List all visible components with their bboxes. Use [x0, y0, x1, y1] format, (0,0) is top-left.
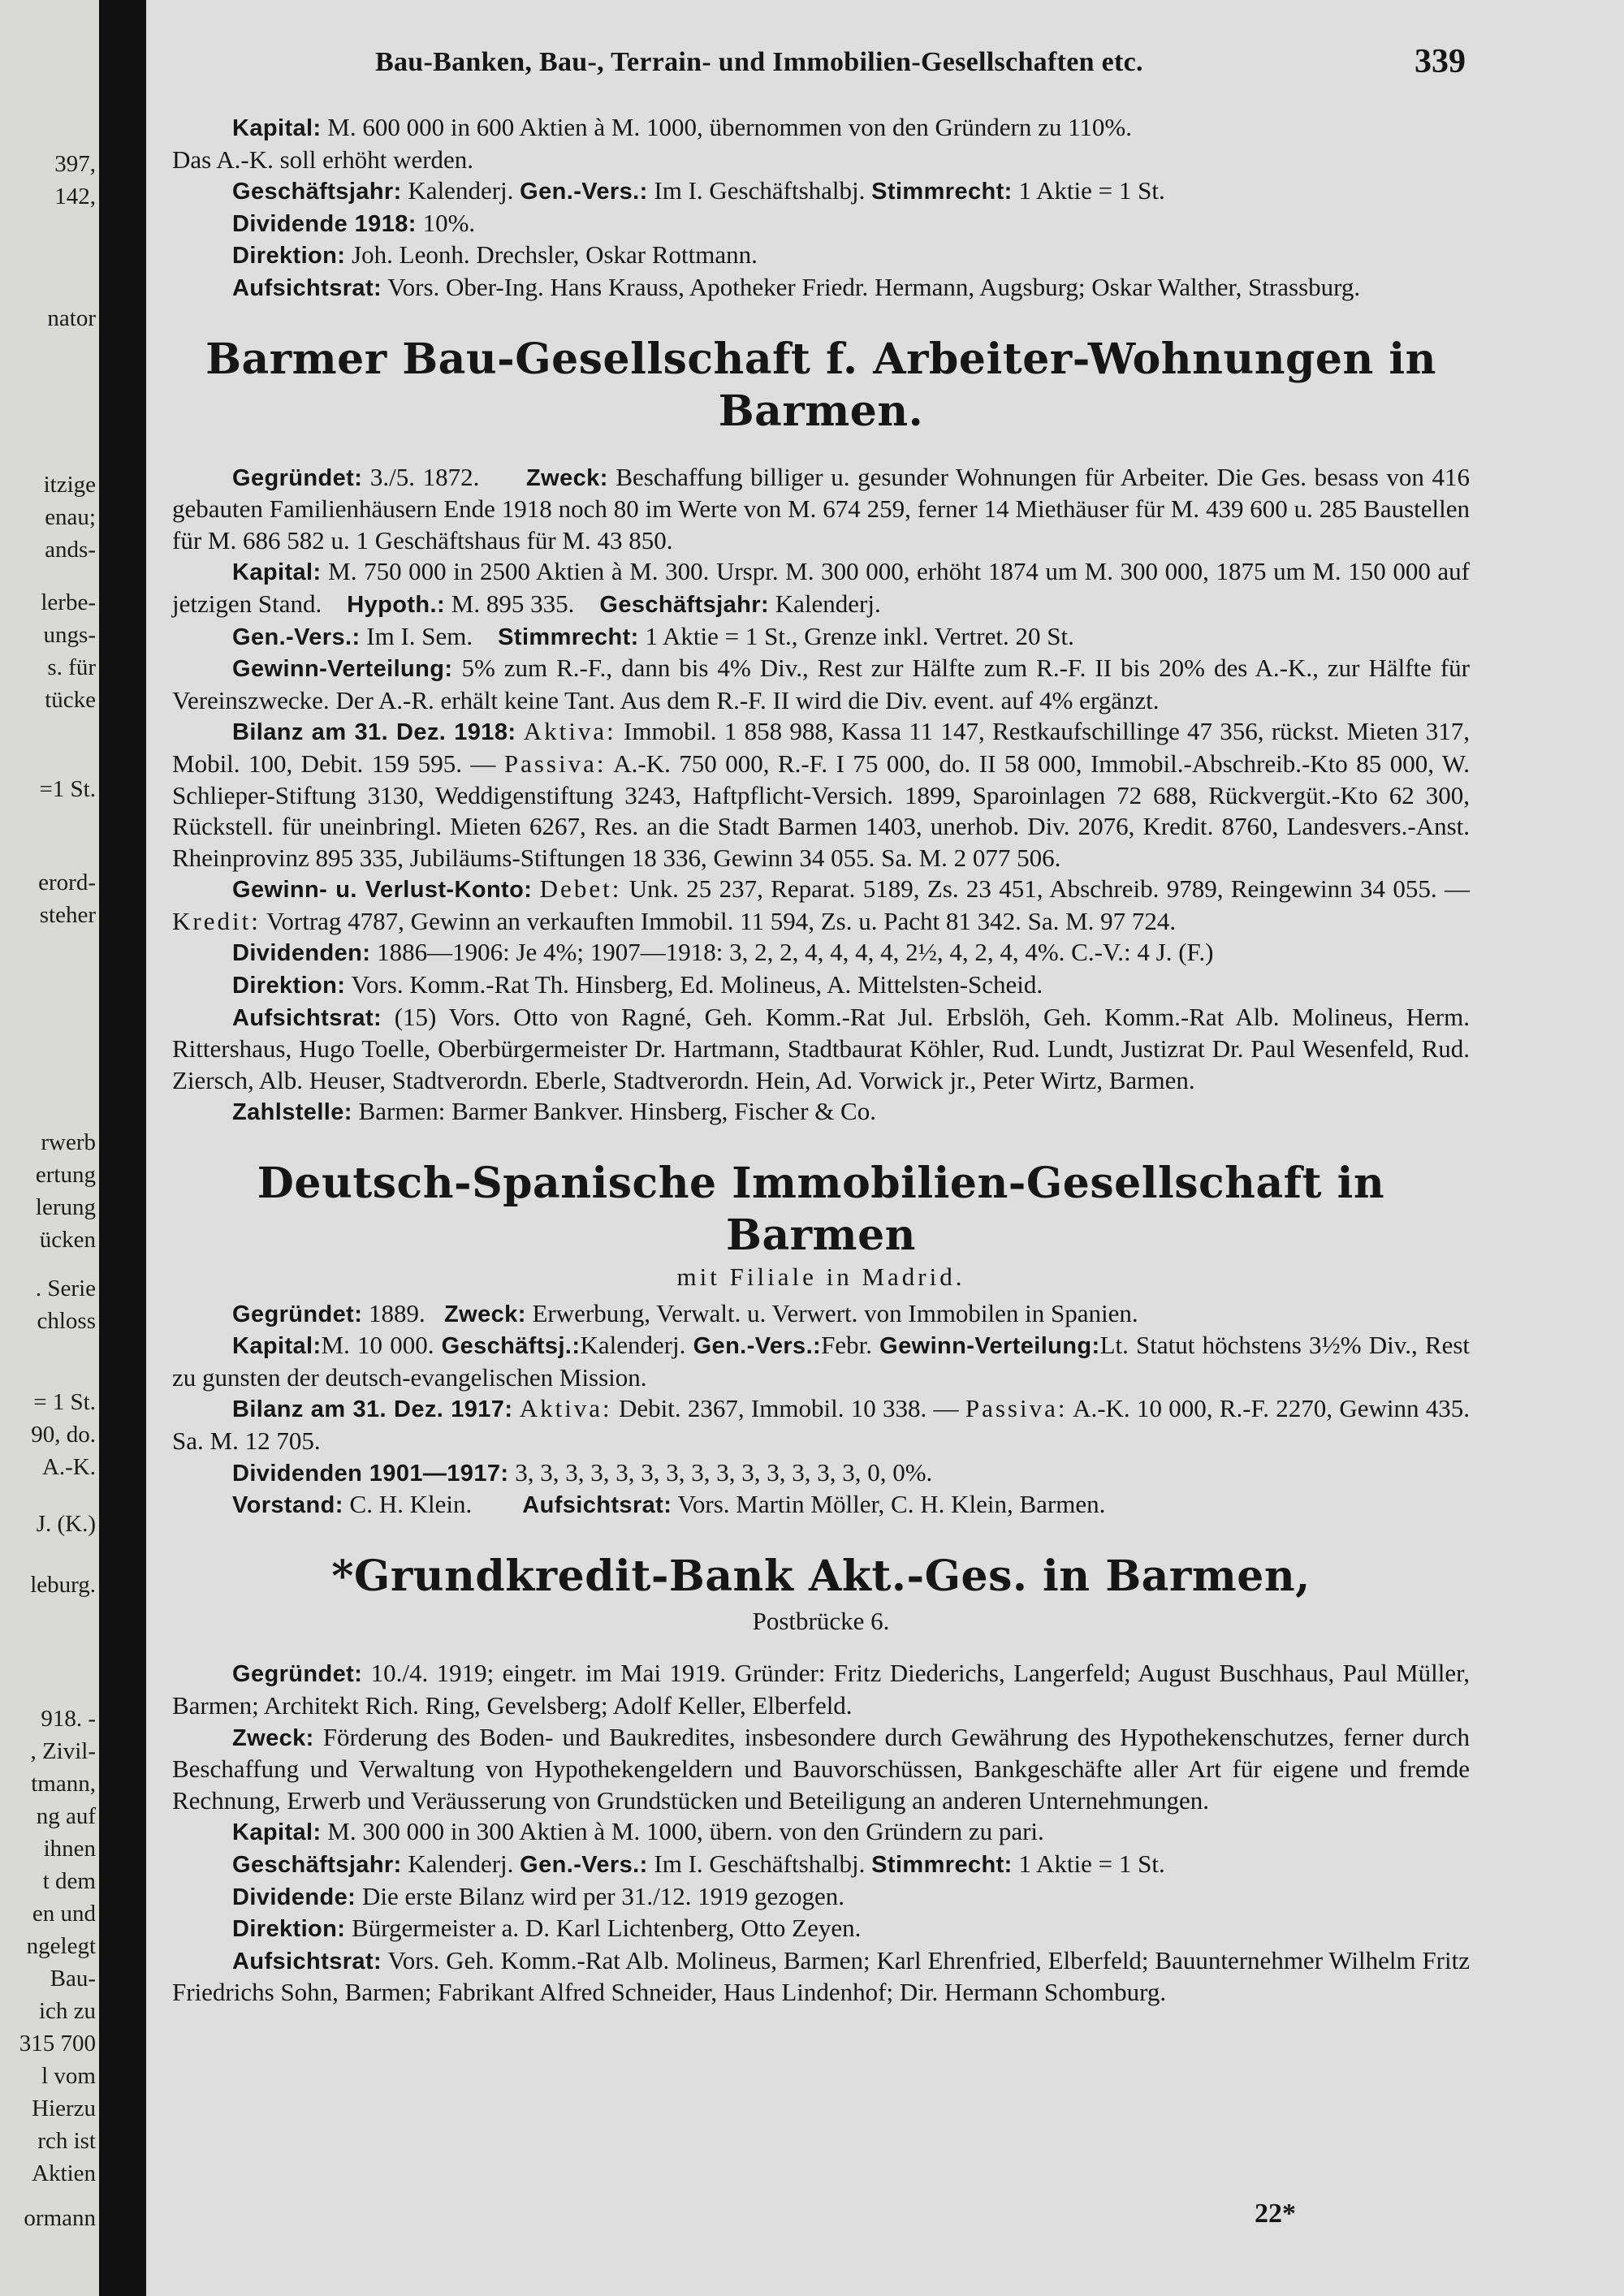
kredit-word: Kredit: — [172, 906, 261, 935]
dividende-text: 10%. — [422, 208, 476, 237]
entry-grundkredit — [172, 1658, 1470, 2009]
company-title-barmer: Barmer Bau-Gesellschaft f. Arbeiter-Wohnungen in Barmen. — [205, 334, 1436, 436]
stimmrecht-text: 1 Aktie = 1 St. — [1018, 1849, 1165, 1878]
adjacent-page-text: chloss — [37, 1308, 96, 1334]
zweck-label: Zweck: — [526, 464, 608, 491]
aufsichtsrat-label: Aufsichtsrat: — [232, 1004, 382, 1031]
dividende-label: Dividende: — [232, 1884, 356, 1910]
adjacent-page-text: ungs- — [43, 622, 96, 648]
stimmrecht-label: Stimmrecht: — [871, 179, 1013, 205]
adjacent-page-text: . Serie — [35, 1275, 96, 1301]
kapital-label: Kapital: — [232, 1333, 322, 1360]
kredit-text: Vortrag 4787, Gewinn an verkauften Immobil. 11 594, Zs. u. Pacht 81 342. Sa. M. 97 724. — [266, 906, 1177, 935]
aufsichtsrat-label: Aufsichtsrat: — [522, 1492, 672, 1519]
aktiva-word: Aktiva: — [519, 1394, 612, 1423]
adjacent-page-text: 90, do. — [31, 1422, 96, 1448]
adjacent-page-text: ormann — [24, 2205, 96, 2231]
adjacent-page-text: l vom — [41, 2063, 96, 2089]
adjacent-page-text: ngelegt — [26, 1933, 96, 1959]
adjacent-page-text: ücken — [39, 1227, 96, 1253]
adjacent-page-text: leburg. — [30, 1572, 96, 1598]
gewinn-verteilung-text: Lt. Statut höchstens 3½% Div., Rest zu gunsten der deutsch-evangelischen Mission. — [172, 1331, 1470, 1392]
company-address: Postbrücke 6. — [752, 1606, 890, 1635]
gewinn-verteilung-label: Gewinn-Verteilung: — [879, 1333, 1100, 1360]
direktion-text: Joh. Leonh. Drechsler, Oskar Rottmann. — [352, 240, 758, 270]
book-page — [146, 0, 1624, 2296]
dividende-label: Dividende 1918: — [232, 210, 417, 237]
adjacent-page-text: 397, — [54, 151, 96, 177]
aktiva-word: Aktiva: — [523, 717, 616, 746]
adjacent-page-text: =1 St. — [39, 776, 96, 802]
gen-vers-label: Gen.-Vers.: — [520, 1851, 648, 1878]
gegruendet-label: Gegründet: — [232, 1301, 363, 1327]
adjacent-page-text: tmann, — [31, 1771, 96, 1797]
hypothek-text: M. 895 335. — [451, 589, 575, 618]
stimmrecht-label: Stimmrecht: — [871, 1851, 1013, 1878]
adjacent-page-text: ihnen — [43, 1836, 96, 1862]
aufsichtsrat-text: Vors. Geh. Komm.-Rat Alb. Molineus, Barmen; Karl Ehrenfried, Elberfeld; Bauunternehmer Wilhelm Fritz Friedrichs Sohn, Barmen; Fabrikant Alfred Schneider, Haus Lindenhof; Dir. Hermann Schomburg. — [172, 1945, 1470, 2007]
bilanz-label: Bilanz am 31. Dez. 1918: — [232, 719, 516, 746]
zweck-text: Beschaffung billiger u. gesunder Wohnungen für Arbeiter. Die Ges. besass von 416 gebauten Familienhäusern Ende 1918 noch 80 im Werte von M. 674 259, ferner 14 Miethäuser für M. 439 600 u. 285 Baustellen für M. 686 582 u. 1 Geschäftshaus für M. 43 850. — [172, 462, 1470, 555]
gegruendet-text: 1889. — [369, 1298, 425, 1327]
gen-vers-label: Gen.-Vers.: — [693, 1333, 822, 1360]
aufsichtsrat-label: Aufsichtsrat: — [232, 274, 382, 301]
geschaeftsjahr-text: Kalenderj. — [775, 589, 881, 618]
vorstand-text: C. H. Klein. — [349, 1490, 473, 1519]
direktion-label: Direktion: — [232, 243, 346, 270]
passiva-text: A.-K. 750 000, R.-F. I 75 000, do. II 58 000, Immobil.-Abschreib.-Kto 85 000, W. Schlieper-Stiftung 3130, Weddigenstiftung 3243, Haftpflicht-Versich. 1899, Sparoinlagen 72 688, Rückvergüt.-Kto 62 300, Rückstell. für uneinbringl. Mieten 6267, Res. an die Stadt Barmen 1403, unerhob. Div. 2076, Kredit. 8760, Landesvers.-Anst. Rheinprovinz 895 335, Jubiläums-Stiftungen 18 336, Gewinn 34 055. Sa. M. 2 077 506. — [172, 749, 1471, 872]
dividenden-label: Dividenden: — [232, 940, 371, 967]
kapital-label: Kapital: — [232, 1819, 322, 1846]
zahlstelle-label: Zahlstelle: — [232, 1099, 352, 1126]
gegruendet-label: Gegründet: — [232, 1661, 363, 1688]
adjacent-page-text: Aktien — [32, 2160, 96, 2186]
stimmrecht-text: 1 Aktie = 1 St. — [1018, 176, 1165, 205]
adjacent-page-text: 315 700 — [19, 2031, 96, 2056]
passiva-word: Passiva: — [965, 1394, 1068, 1423]
geschaeftsjahr-label: Geschäftsjahr: — [232, 179, 402, 205]
company-title-grundkredit: *Grundkredit-Bank Akt.-Ges. in Barmen, — [331, 1551, 1311, 1601]
hypothek-label: Hypoth.: — [347, 591, 446, 618]
adjacent-page-text: Bau- — [50, 1966, 96, 1992]
adjacent-page-text: = 1 St. — [33, 1389, 96, 1415]
aktiva-text: Immobil. 1 858 988, Kassa 11 147, Restkaufschillinge 47 356, rückst. Mieten 317, Mobil. 100, Debit. 159 595. — — [172, 717, 1470, 778]
adjacent-page-text: lerbe- — [41, 589, 96, 615]
gewinn-verlust-label: Gewinn- u. Verlust-Konto: — [232, 877, 533, 904]
book-gutter — [99, 0, 146, 2296]
gen-vers-text: Im I. Geschäftshalbj. — [654, 1849, 866, 1878]
adjacent-page-text: 142, — [54, 183, 96, 209]
gen-vers-text: Im I. Sem. — [366, 621, 473, 650]
adjacent-page-text: rwerb — [41, 1129, 96, 1155]
dividenden-text: 3, 3, 3, 3, 3, 3, 3, 3, 3, 3, 3, 3, 3, 3, 0, 0%. — [515, 1457, 933, 1487]
page-number: 339 — [1415, 43, 1466, 80]
signature-mark: 22* — [1255, 2199, 1296, 2229]
adjacent-page-text: ich zu — [38, 1998, 96, 2024]
kapital-text: M. 10 000. — [321, 1331, 434, 1360]
geschaeftsjahr-label: Geschäftsjahr: — [232, 1851, 402, 1878]
aufsichtsrat-label: Aufsichtsrat: — [232, 1948, 382, 1974]
zahlstelle-text: Barmen: Barmer Bankver. Hinsberg, Fischer & Co. — [358, 1097, 876, 1126]
zweck-text: Erwerbung, Verwalt. u. Verwert. von Immobilen in Spanien. — [532, 1298, 1138, 1327]
adjacent-page-text: , Zivil- — [30, 1738, 96, 1764]
dividenden-label: Dividenden 1901—1917: — [232, 1460, 509, 1487]
kapital-label: Kapital: — [232, 559, 322, 586]
geschaeftsjahr-label: Geschäftsj.: — [441, 1333, 581, 1360]
company-subtitle: mit Filiale in Madrid. — [676, 1262, 965, 1292]
debet-word: Debet: — [539, 874, 622, 904]
stimmrecht-label: Stimmrecht: — [498, 624, 639, 650]
kapital-text: M. 750 000 in 2500 Aktien à M. 300. Urspr. M. 300 000, erhöht 1874 um M. 300 000, 1875 um M. 150 000 auf jetzigen Stand. — [172, 557, 1471, 618]
adjacent-page-text: t dem — [42, 1868, 96, 1894]
geschaeftsjahr-text: Kalenderj. — [408, 1849, 514, 1878]
company-title-deutsch-spanische: Deutsch-Spanische Immobilien-Gesellschaft in Barmen — [257, 1159, 1385, 1261]
gegruendet-label: Gegründet: — [232, 464, 363, 491]
dividenden-text: 1886—1906: Je 4%; 1907—1918: 3, 2, 2, 4, 4, 4, 4, 2½, 4, 2, 4, 4%. C.-V.: 4 J. (F.) — [377, 938, 1214, 967]
adjacent-page-text: erord- — [38, 870, 96, 896]
geschaeftsjahr-text: Kalenderj. — [408, 176, 514, 205]
stimmrecht-text: 1 Aktie = 1 St., Grenze inkl. Vertret. 20 St. — [645, 621, 1074, 650]
adjacent-page-fragment — [0, 0, 99, 2296]
adjacent-page-text: ertung — [35, 1162, 96, 1188]
adjacent-page-text: itzige — [43, 472, 96, 498]
adjacent-page-text: steher — [39, 902, 96, 928]
vorstand-label: Vorstand: — [232, 1492, 343, 1519]
entry-barmer — [172, 462, 1470, 1129]
gegruendet-text: 3./5. 1872. — [369, 462, 480, 491]
aufsichtsrat-text: (15) Vors. Otto von Ragné, Geh. Komm.-Rat Jul. Erbslöh, Geh. Komm.-Rat Alb. Molineus, Herm. Rittershaus, Hugo Toelle, Oberbürgermeister Dr. Hartmann, Stadtbaurat Köhler, Rud. Lundt, Justizrat Dr. Paul Wesenfeld, Rud. Ziersch, Alb. Heuser, Stadtverordn. Eberle, Stadtverordn. Hein, Ad. Vorwick jr., Peter Wirtz, Barmen. — [172, 1002, 1470, 1094]
adjacent-page-text: 918. - — [41, 1706, 96, 1732]
adjacent-page-text: J. (K.) — [36, 1511, 96, 1537]
direktion-label: Direktion: — [232, 1916, 346, 1943]
kapital-text-2: Das A.-K. soll erhöht werden. — [172, 145, 474, 174]
passiva-word: Passiva: — [503, 749, 607, 778]
zweck-label: Zweck: — [232, 1724, 314, 1751]
adjacent-page-text: tücke — [45, 687, 96, 713]
entry-deutsch-spanische — [172, 1298, 1470, 1521]
main-text — [172, 112, 1470, 2009]
geschaeftsjahr-label: Geschäftsjahr: — [599, 591, 770, 618]
passiva-text: A.-K. 10 000, R.-F. 2270, Gewinn 435. Sa. M. 12 705. — [172, 1394, 1471, 1455]
adjacent-page-text: ng auf — [36, 1803, 96, 1829]
bilanz-label: Bilanz am 31. Dez. 1917: — [232, 1396, 513, 1423]
zweck-label: Zweck: — [444, 1301, 526, 1327]
kapital-label: Kapital: — [232, 115, 322, 141]
geschaeftsjahr-text: Kalenderj. — [580, 1331, 686, 1360]
adjacent-page-text: s. für — [47, 654, 96, 680]
direktion-label: Direktion: — [232, 973, 346, 999]
kapital-text: M. 600 000 in 600 Aktien à M. 1000, übernommen von den Gründern zu 110%. — [327, 113, 1133, 141]
adjacent-page-text: enau; — [45, 504, 96, 530]
adjacent-page-text: nator — [47, 305, 96, 331]
adjacent-page-text: Hierzu — [32, 2095, 96, 2121]
aktiva-text: Debit. 2367, Immobil. 10 338. — — [618, 1394, 959, 1423]
adjacent-page-text: en und — [32, 1901, 96, 1927]
entry-continuation — [172, 112, 1470, 304]
kapital-text: M. 300 000 in 300 Aktien à M. 1000, übern. von den Gründern zu pari. — [327, 1817, 1044, 1846]
direktion-text: Bürgermeister a. D. Karl Lichtenberg, Otto Zeyen. — [352, 1914, 862, 1943]
gewinn-verteilung-label: Gewinn-Verteilung: — [232, 656, 453, 683]
gewinn-verteilung-text: 5% zum R.-F., dann bis 4% Div., Rest zur Hälfte zum R.-F. II bis 20% des A.-K., zur Hälfte für Vereinszwecke. Der A.-R. erhält keine Tant. Aus dem R.-F. II wird die Div. event. auf 4% ergänzt. — [172, 654, 1470, 714]
aufsichtsrat-text: Vors. Martin Möller, C. H. Klein, Barmen. — [677, 1490, 1106, 1519]
adjacent-page-text: A.-K. — [41, 1454, 96, 1480]
gen-vers-label: Gen.-Vers.: — [232, 624, 361, 650]
gen-vers-text: Febr. — [821, 1331, 872, 1360]
gen-vers-label: Gen.-Vers.: — [520, 179, 648, 205]
direktion-text: Vors. Komm.-Rat Th. Hinsberg, Ed. Molineus, A. Mittelsten-Scheid. — [351, 970, 1043, 999]
gegruendet-text: 10./4. 1919; eingetr. im Mai 1919. Gründer: Fritz Diederichs, Langerfeld; August Buschhaus, Paul Müller, Barmen; Architekt Rich. Ring, Gevelsberg; Adolf Keller, Elberfeld. — [172, 1659, 1471, 1720]
aufsichtsrat-text: Vors. Ober-Ing. Hans Krauss, Apotheker Friedr. Hermann, Augsburg; Oskar Walther, Strassburg. — [387, 272, 1361, 301]
debet-text: Unk. 25 237, Reparat. 5189, Zs. 23 451, Abschreib. 9789, Reingewinn 34 055. — — [628, 874, 1471, 904]
zweck-text: Förderung des Boden- und Baukredites, insbesondere durch Gewährung des Hypothekenschutzes, ferner durch Beschaffung und Verwaltung von Hypothekengeldern und Bauvorschüssen, Bankgeschäfte aller Art für eigene und fremde Rechnung, Erwerb und Veräusserung von Grundstücken und Beteiligung an anderen Unternehmungen. — [172, 1722, 1470, 1815]
running-head: Bau-Banken, Bau-, Terrain- und Immobilien-Gesellschaften etc. — [375, 47, 1143, 77]
gen-vers-text: Im I. Geschäftshalbj. — [654, 176, 866, 205]
adjacent-page-text: rch ist — [37, 2128, 96, 2154]
dividende-text: Die erste Bilanz wird per 31./12. 1919 gezogen. — [362, 1881, 844, 1910]
adjacent-page-text: lerung — [35, 1194, 96, 1220]
adjacent-page-text: ands- — [45, 537, 96, 563]
